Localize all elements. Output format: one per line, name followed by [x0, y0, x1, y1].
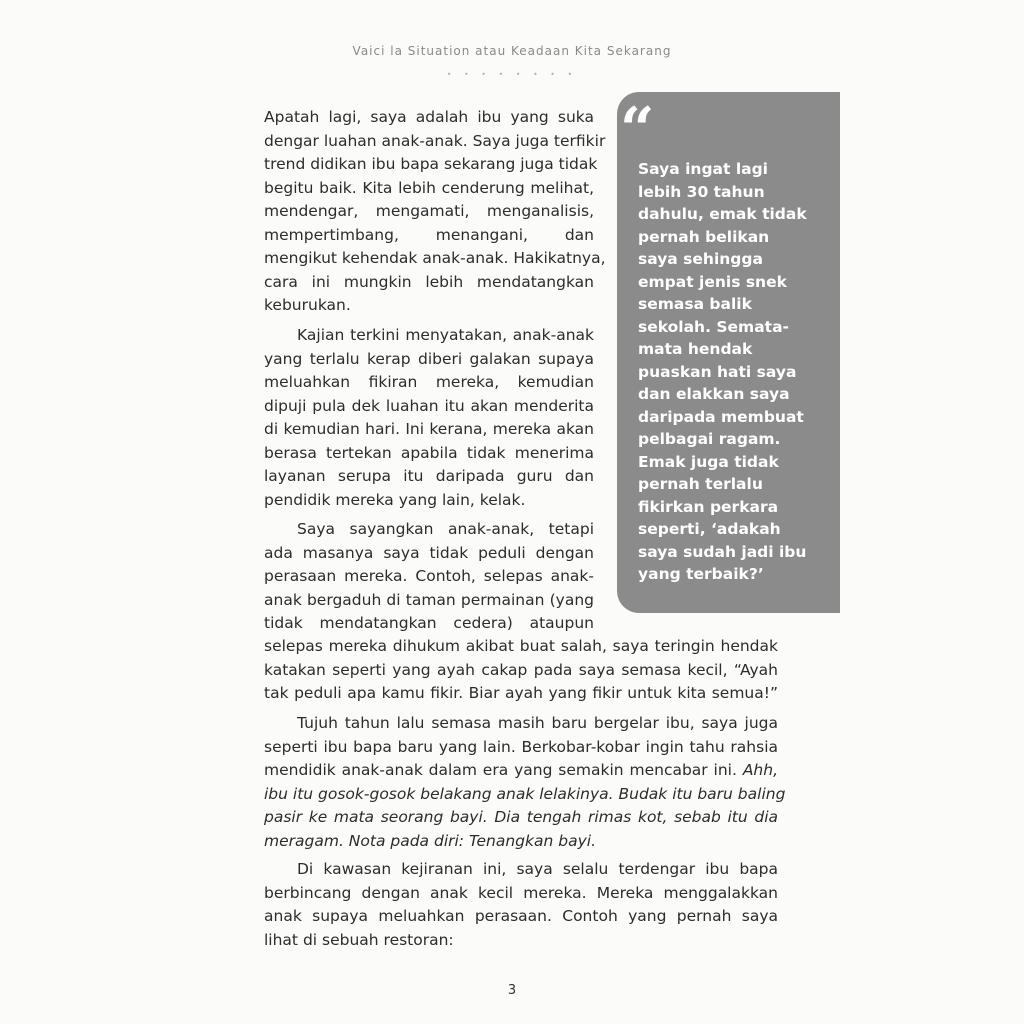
pull-quote-line: saya sudah jadi ibu [638, 542, 807, 561]
paragraph-3-wide [264, 635, 778, 706]
italic-segment: Ahh, [742, 761, 778, 779]
pull-quote-line: saya sehingga [638, 250, 763, 268]
text-line: layanan serupa itu daripada guru dan [264, 467, 594, 485]
pull-quote-line: Emak juga tidak [638, 452, 779, 471]
pull-quote-line: puaskan hati saya [638, 362, 797, 381]
text-line: lihat di sebuah restoran: [264, 930, 454, 949]
italic-line: meragam. Nota pada diri: Tenangkan bayi. [264, 831, 596, 850]
text-line: mendengar, mengamati, menganalisis, [264, 202, 594, 220]
text-line: selepas mereka dihukum akibat buat salah, saya teringin hendak [264, 637, 778, 655]
pull-quote-line: daripada membuat [638, 407, 804, 426]
text-line: tidak mendatangkan cedera) ataupun [264, 614, 594, 632]
text-line: berbincang dengan anak kecil mereka. Mereka menggalakkan [264, 883, 778, 902]
text-line: Di kawasan kejiranan ini, saya selalu terdengar ibu bapa [297, 860, 778, 878]
page-number: 3 [507, 983, 517, 998]
pull-quote-line: dan elakkan saya [638, 385, 790, 403]
running-header: Vaici la Situation atau Keadaan Kita Sekarang [352, 44, 672, 58]
pull-quote-line: pelbagai ragam. [638, 430, 781, 448]
italic-line: ibu itu gosok-gosok belakang anak lelakinya. Budak itu baru baling [264, 784, 786, 803]
paragraph-2 [264, 324, 594, 512]
text-line: Saya sayangkan anak-anak, tetapi [297, 520, 594, 538]
text-line: trend didikan ibu bapa sekarang juga tidak [264, 155, 598, 173]
pull-quote-line: semasa balik [638, 295, 752, 313]
text-line: di kemudian hari. Ini kerana, mereka akan [264, 420, 594, 438]
pull-quote-line: mata hendak [638, 340, 753, 358]
header-dots: • • • • • • • • [446, 70, 578, 79]
text-line: seperti ibu bapa baru yang lain. Berkobar-kobar ingin tahu rahsia [264, 737, 778, 756]
paragraph-1 [264, 106, 606, 318]
text-line: anak bergaduh di taman permainan (yang [264, 590, 594, 609]
text-line: mengikut kehendak anak-anak. Hakikatnya, [264, 249, 606, 267]
text-segment: mendidik anak-anak dalam era yang semakin mencabar ini. [264, 761, 737, 779]
text-line: Apatah lagi, saya adalah ibu yang suka [264, 108, 594, 126]
paragraph-3-narrow [264, 518, 594, 636]
italic-line: pasir ke mata seorang bayi. Dia tengah rimas kot, sebab itu dia [264, 808, 778, 826]
text-line: berasa tertekan apabila tidak menerima [264, 443, 594, 462]
text-line: keburukan. [264, 296, 351, 314]
pull-quote-line: fikirkan perkara [638, 497, 779, 516]
text-line: perasaan mereka. Contoh, selepas anak- [264, 567, 594, 585]
pull-quote-line: dahulu, emak tidak [638, 205, 807, 223]
text-line: begitu baik. Kita lebih cenderung melihat, [264, 178, 594, 197]
text-line: dipuji pula dek luahan itu akan menderita [264, 396, 594, 415]
pull-quote-line: seperti, ‘adakah [638, 520, 781, 538]
pull-quote-line: pernah belikan [638, 227, 770, 246]
text-line: mempertimbang, menangani, dan [264, 225, 594, 244]
text-line: cara ini mungkin lebih mendatangkan [264, 272, 594, 291]
paragraph-5 [264, 858, 778, 952]
pull-quote-line: yang terbaik?’ [638, 565, 764, 583]
text-line: Tujuh tahun lalu semasa masih baru bergelar ibu, saya juga [297, 714, 778, 732]
text-line [264, 759, 778, 783]
text-line: yang terlalu kerap diberi galakan supaya [264, 349, 594, 368]
quote-mark-icon: “ [620, 95, 655, 165]
text-line: pendidik mereka yang lain, kelak. [264, 490, 526, 509]
text-line: katakan seperti yang ayah cakap pada saya semasa kecil, “Ayah [264, 660, 778, 679]
text-line: anak supaya meluahkan perasaan. Contoh yang pernah saya [264, 907, 778, 925]
text-line: Kajian terkini menyatakan, anak-anak [297, 326, 594, 344]
pull-quote-line: lebih 30 tahun [638, 182, 765, 201]
pull-quote-line: pernah terlalu [638, 475, 763, 493]
pull-quote-line: sekolah. Semata- [638, 317, 789, 336]
text-line: ada masanya saya tidak peduli dengan [264, 543, 594, 562]
text-line: meluahkan fikiran mereka, kemudian [264, 373, 594, 391]
text-line: tak peduli apa kamu fikir. Biar ayah yang fikir untuk kita semua!” [264, 684, 778, 702]
pull-quote-line: empat jenis snek [638, 272, 787, 291]
text-line: dengar luahan anak-anak. Saya juga terfikir [264, 131, 606, 150]
paragraph-4 [264, 712, 786, 853]
pull-quote-line: Saya ingat lagi [638, 160, 768, 178]
pull-quote-text [638, 158, 807, 586]
